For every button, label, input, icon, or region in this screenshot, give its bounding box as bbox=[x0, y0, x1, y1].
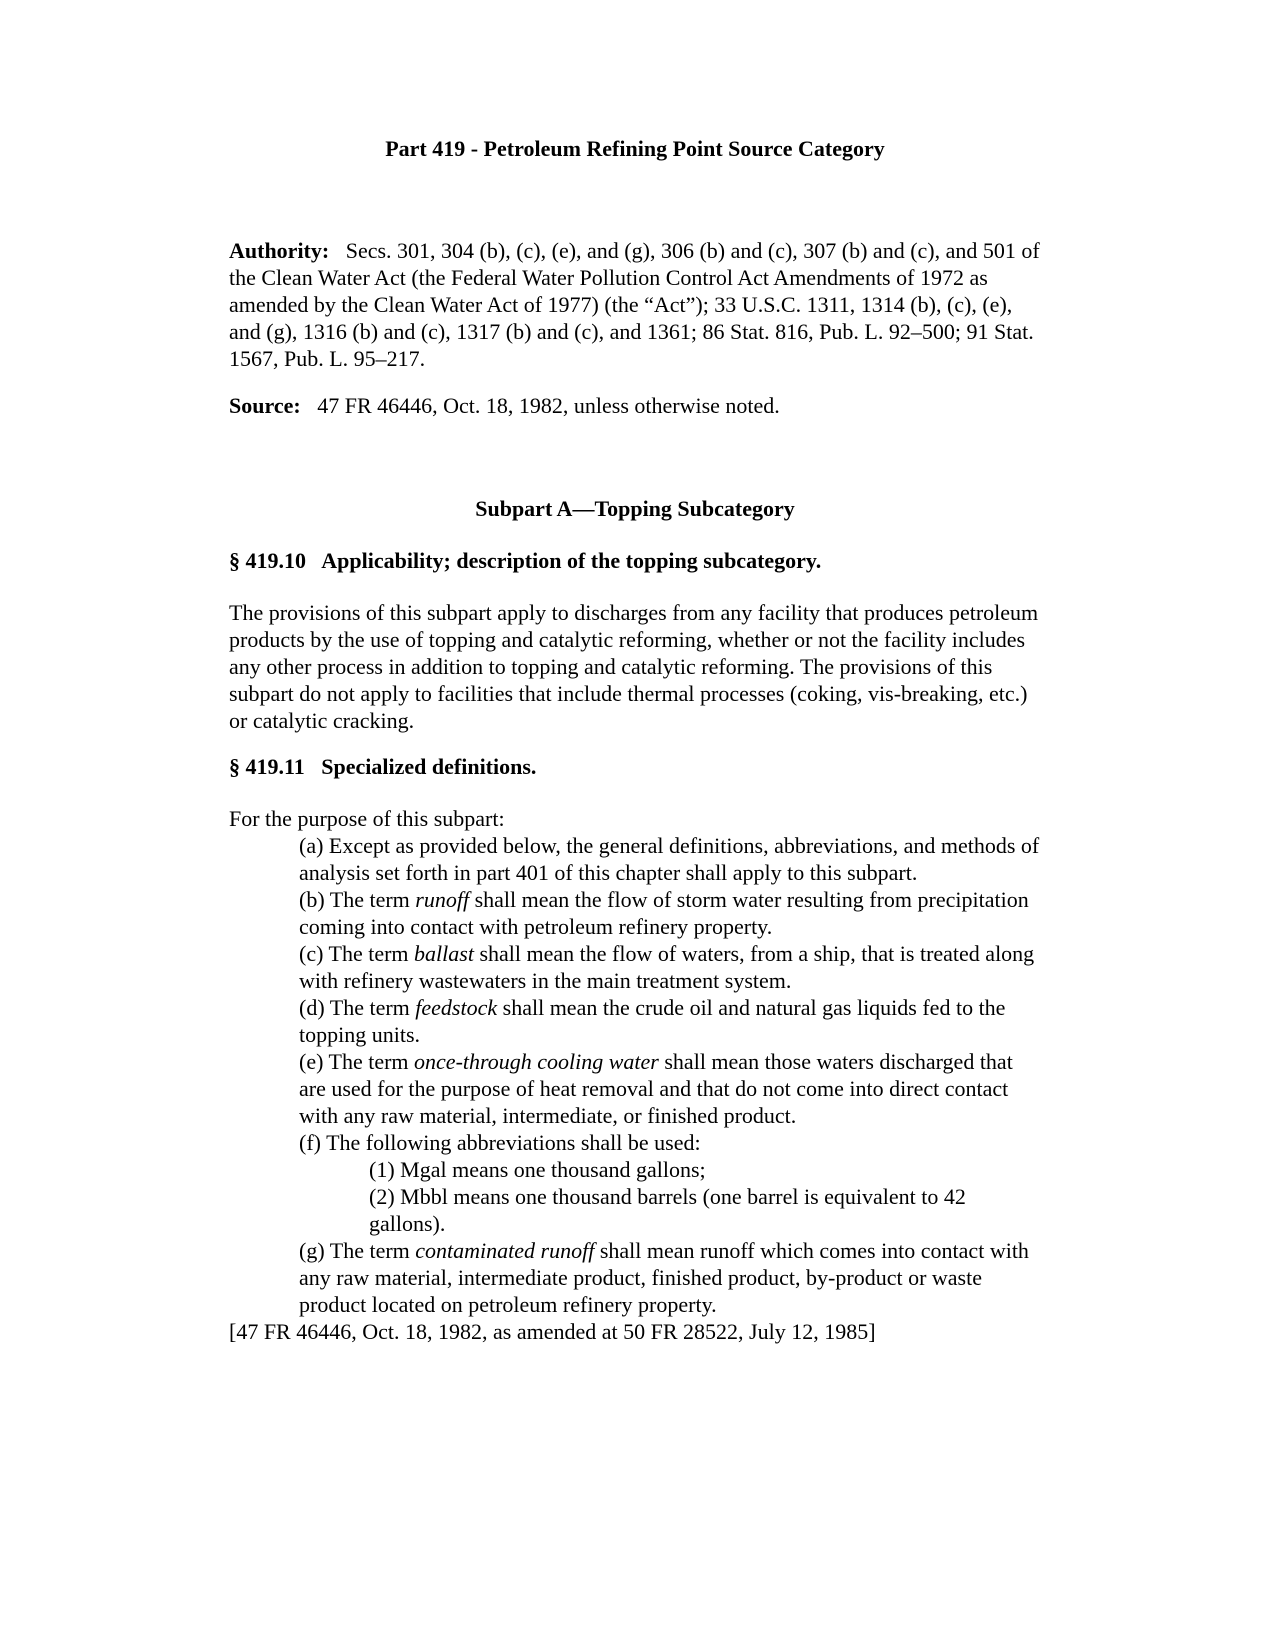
section-419-10-body: The provisions of this subpart apply to discharges from any facility that produces petroleum products by the use of topping and catalytic reforming, whether or not the facility includes any other process in addition to topping and catalytic reforming. The provisions of this subpart do not apply to facilities that include thermal processes (coking, vis-breaking, etc.) or catalytic cracking. bbox=[229, 600, 1039, 733]
source-label: Source: bbox=[229, 393, 301, 418]
authority-text: Secs. 301, 304 (b), (c), (e), and (g), 306 (b) and (c), 307 (b) and (c), and 501 of the Clean Water Act (the Federal Water Pollution Control Act Amendments of 1972 as amended by the Clean Water Act of 1977) (the “Act”); 33 U.S.C. 1311, 1314 (b), (c), (e), and (g), 1316 (b) and (c), 1317 (b) and (c), and 1361; 86 Stat. 816, Pub. L. 92–500; 91 Stat. 1567, Pub. L. 95–217. bbox=[229, 238, 1040, 371]
defined-term: contaminated runoff bbox=[415, 1238, 595, 1263]
abbreviation-1: (1) Mgal means one thousand gallons; bbox=[369, 1157, 706, 1182]
defined-term: ballast bbox=[414, 941, 474, 966]
definition-g: (g) The term contaminated runoff shall mean runoff which comes into contact with any raw material, intermediate product, finished product, by-product or waste product located on petroleum refinery property. bbox=[299, 1238, 1029, 1317]
definition-b: (b) The term runoff shall mean the flow of storm water resulting from precipitation coming into contact with petroleum refinery property. bbox=[299, 887, 1029, 939]
authority-paragraph bbox=[229, 237, 1041, 372]
section-number: § 419.11 bbox=[229, 754, 305, 779]
source-text: 47 FR 46446, Oct. 18, 1982, unless otherwise noted. bbox=[317, 393, 780, 418]
source-paragraph bbox=[229, 392, 1041, 419]
defined-term: runoff bbox=[415, 887, 470, 912]
definitions-intro: For the purpose of this subpart: bbox=[229, 806, 505, 831]
defined-term: once-through cooling water bbox=[414, 1049, 659, 1074]
definition-d: (d) The term feedstock shall mean the crude oil and natural gas liquids fed to the topping units. bbox=[299, 995, 1006, 1047]
abbreviation-2: (2) Mbbl means one thousand barrels (one barrel is equivalent to 42 gallons). bbox=[369, 1184, 966, 1236]
section-419-10-heading bbox=[229, 547, 1041, 574]
definition-c: (c) The term ballast shall mean the flow of waters, from a ship, that is treated along with refinery wastewaters in the main treatment system. bbox=[299, 941, 1035, 993]
definition-a: (a) Except as provided below, the general definitions, abbreviations, and methods of analysis set forth in part 401 of this chapter shall apply to this subpart. bbox=[299, 833, 1040, 885]
section-heading-text: Specialized definitions. bbox=[321, 754, 537, 779]
subpart-title: Subpart A—Topping Subcategory bbox=[475, 496, 795, 521]
defined-term: feedstock bbox=[415, 995, 498, 1020]
definition-e: (e) The term once-through cooling water shall mean those waters discharged that are used for the purpose of heat removal and that do not come into direct contact with any raw material, intermediate, or finished product. bbox=[299, 1049, 1013, 1128]
section-number: § 419.10 bbox=[229, 548, 306, 573]
definitions-list bbox=[229, 805, 1041, 1345]
section-419-11-heading bbox=[229, 753, 1041, 780]
authority-label: Authority: bbox=[229, 238, 330, 263]
document-title: Part 419 - Petroleum Refining Point Source Category bbox=[385, 136, 885, 161]
amendment-citation: [47 FR 46446, Oct. 18, 1982, as amended at 50 FR 28522, July 12, 1985] bbox=[229, 1319, 876, 1344]
section-heading-text: Applicability; description of the topping subcategory. bbox=[321, 548, 822, 573]
definition-f: (f) The following abbreviations shall be used: bbox=[299, 1130, 701, 1155]
